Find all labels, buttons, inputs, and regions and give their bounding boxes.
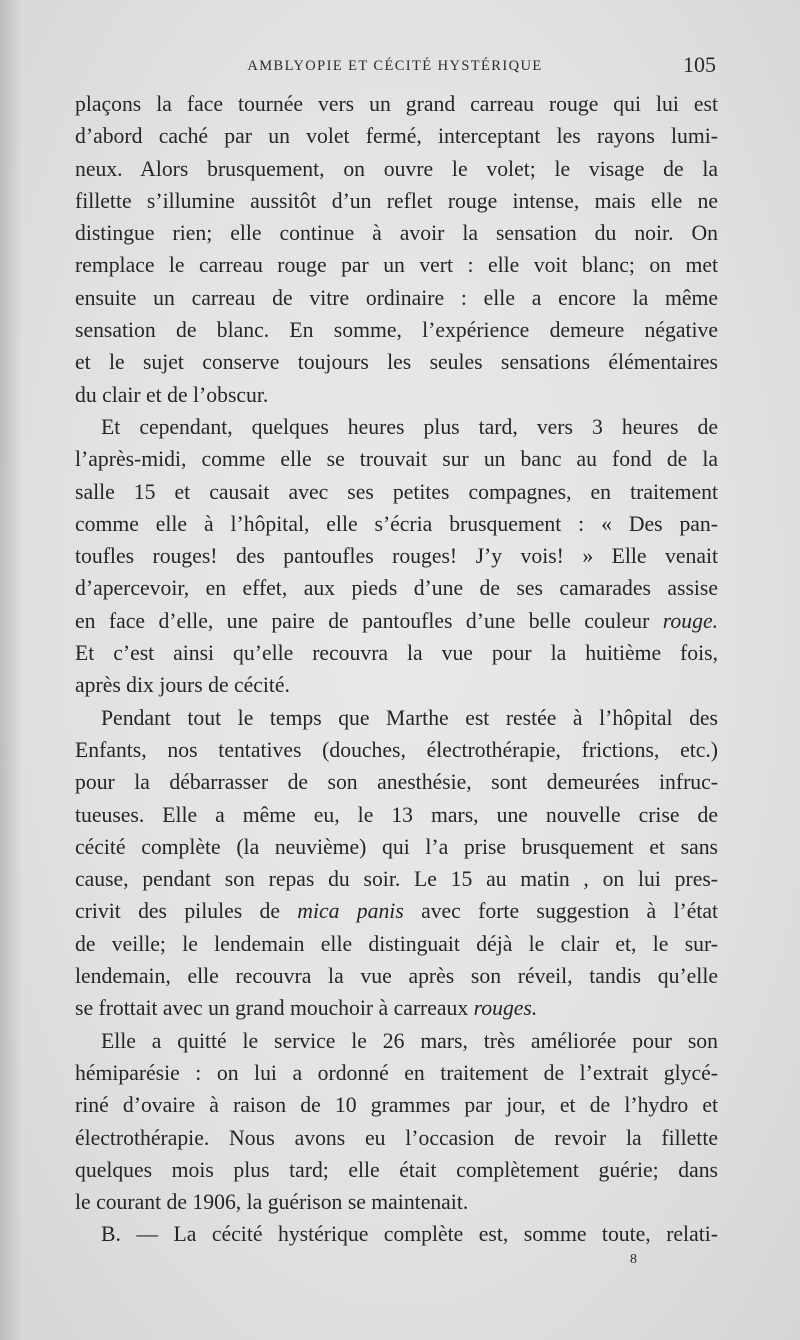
- text-line: de veille; le lendemain elle distinguait déjà le clair et, le sur-: [75, 931, 718, 956]
- text-line: Enfants, nos tentatives (douches, électrothérapie, frictions, etc.): [75, 737, 718, 762]
- text-line: fillette s’illumine aussitôt d’un reflet rouge intense, mais elle ne: [75, 188, 718, 213]
- running-head: [75, 52, 715, 82]
- page-number: 105: [683, 52, 716, 77]
- text-line: le courant de 1906, la guérison se maintenait.: [75, 1190, 469, 1215]
- text-line: plaçons la face tournée vers un grand carreau rouge qui lui est: [75, 92, 718, 116]
- running-head-title: AMBLYOPIE ET CÉCITÉ HYSTÉRIQUE: [247, 58, 543, 74]
- italic-word-rouges: rouges.: [473, 996, 538, 1021]
- text-line: Elle a quitté le service le 26 mars, très améliorée pour son: [101, 1028, 718, 1053]
- text-line: Et c’est ainsi qu’elle recouvra la vue pour la huitième fois,: [75, 641, 718, 666]
- text-line: Et cependant, quelques heures plus tard, vers 3 heures de: [101, 414, 718, 439]
- signature-mark: 8: [630, 1252, 637, 1267]
- text-segment: en face d’elle, une paire de pantoufles d’une belle couleur: [75, 608, 650, 633]
- text-line: remplace le carreau rouge par un vert : elle voit blanc; on met: [75, 253, 718, 278]
- text-line: après dix jours de cécité.: [75, 673, 290, 698]
- text-line: tueuses. Elle a même eu, le 13 mars, une nouvelle crise de: [75, 802, 718, 827]
- text-line: d’abord caché par un volet fermé, interceptant les rayons lumi-: [75, 124, 718, 149]
- text-line: cécité complète (la neuvième) qui l’a prise brusquement et sans: [75, 834, 718, 859]
- text-line: Pendant tout le temps que Marthe est restée à l’hôpital des: [101, 705, 718, 730]
- text-segment: avec forte suggestion à l’état: [403, 899, 718, 924]
- text-line: et le sujet conserve toujours les seules sensations élémentaires: [75, 350, 718, 375]
- text-line: B. — La cécité hystérique complète est, somme toute, relati-: [101, 1222, 718, 1247]
- text-line: riné d’ovaire à raison de 10 grammes par jour, et de l’hydro et: [75, 1093, 718, 1118]
- text-segment: se frottait avec un grand mouchoir à carreaux: [75, 996, 469, 1021]
- text-segment: crivit des pilules de: [75, 899, 280, 924]
- text-line: quelques mois plus tard; elle était complètement guérie; dans: [75, 1157, 718, 1182]
- text-line: comme elle à l’hôpital, elle s’écria brusquement : « Des pan-: [75, 511, 718, 536]
- text-line: cause, pendant son repas du soir. Le 15 au matin , on lui pres-: [75, 867, 718, 892]
- text-line-with-italic: [75, 992, 718, 1024]
- text-line-with-italic: [75, 605, 718, 637]
- text-line: d’apercevoir, en effet, aux pieds d’une de ses camarades assise: [75, 576, 718, 601]
- text-line: l’après-midi, comme elle se trouvait sur un banc au fond de la: [75, 447, 718, 472]
- text-line-with-italic: [75, 895, 718, 927]
- body-text: [75, 88, 718, 1251]
- italic-word-rouge: rouge.: [662, 608, 719, 633]
- text-line: ensuite un carreau de vitre ordinaire : elle a encore la même: [75, 285, 718, 310]
- text-line: toufles rouges! des pantoufles rouges! J’y vois! » Elle venait: [75, 544, 718, 569]
- text-line: sensation de blanc. En somme, l’expérience demeure négative: [75, 318, 718, 343]
- text-line: du clair et de l’obscur.: [75, 382, 269, 407]
- text-line: hémiparésie : on lui a ordonné en traitement de l’extrait glycé-: [75, 1060, 718, 1085]
- text-line: salle 15 et causait avec ses petites compagnes, en traitement: [75, 479, 718, 504]
- text-line: lendemain, elle recouvra la vue après son réveil, tandis qu’elle: [75, 964, 718, 989]
- text-line: neux. Alors brusquement, on ouvre le volet; le visage de la: [75, 156, 718, 181]
- text-line: distingue rien; elle continue à avoir la sensation du noir. On: [75, 221, 718, 246]
- text-line: électrothérapie. Nous avons eu l’occasion de revoir la fillette: [75, 1125, 718, 1150]
- text-line: pour la débarrasser de son anesthésie, sont demeurées infruc-: [75, 770, 718, 795]
- italic-mica-panis: mica panis: [297, 899, 404, 924]
